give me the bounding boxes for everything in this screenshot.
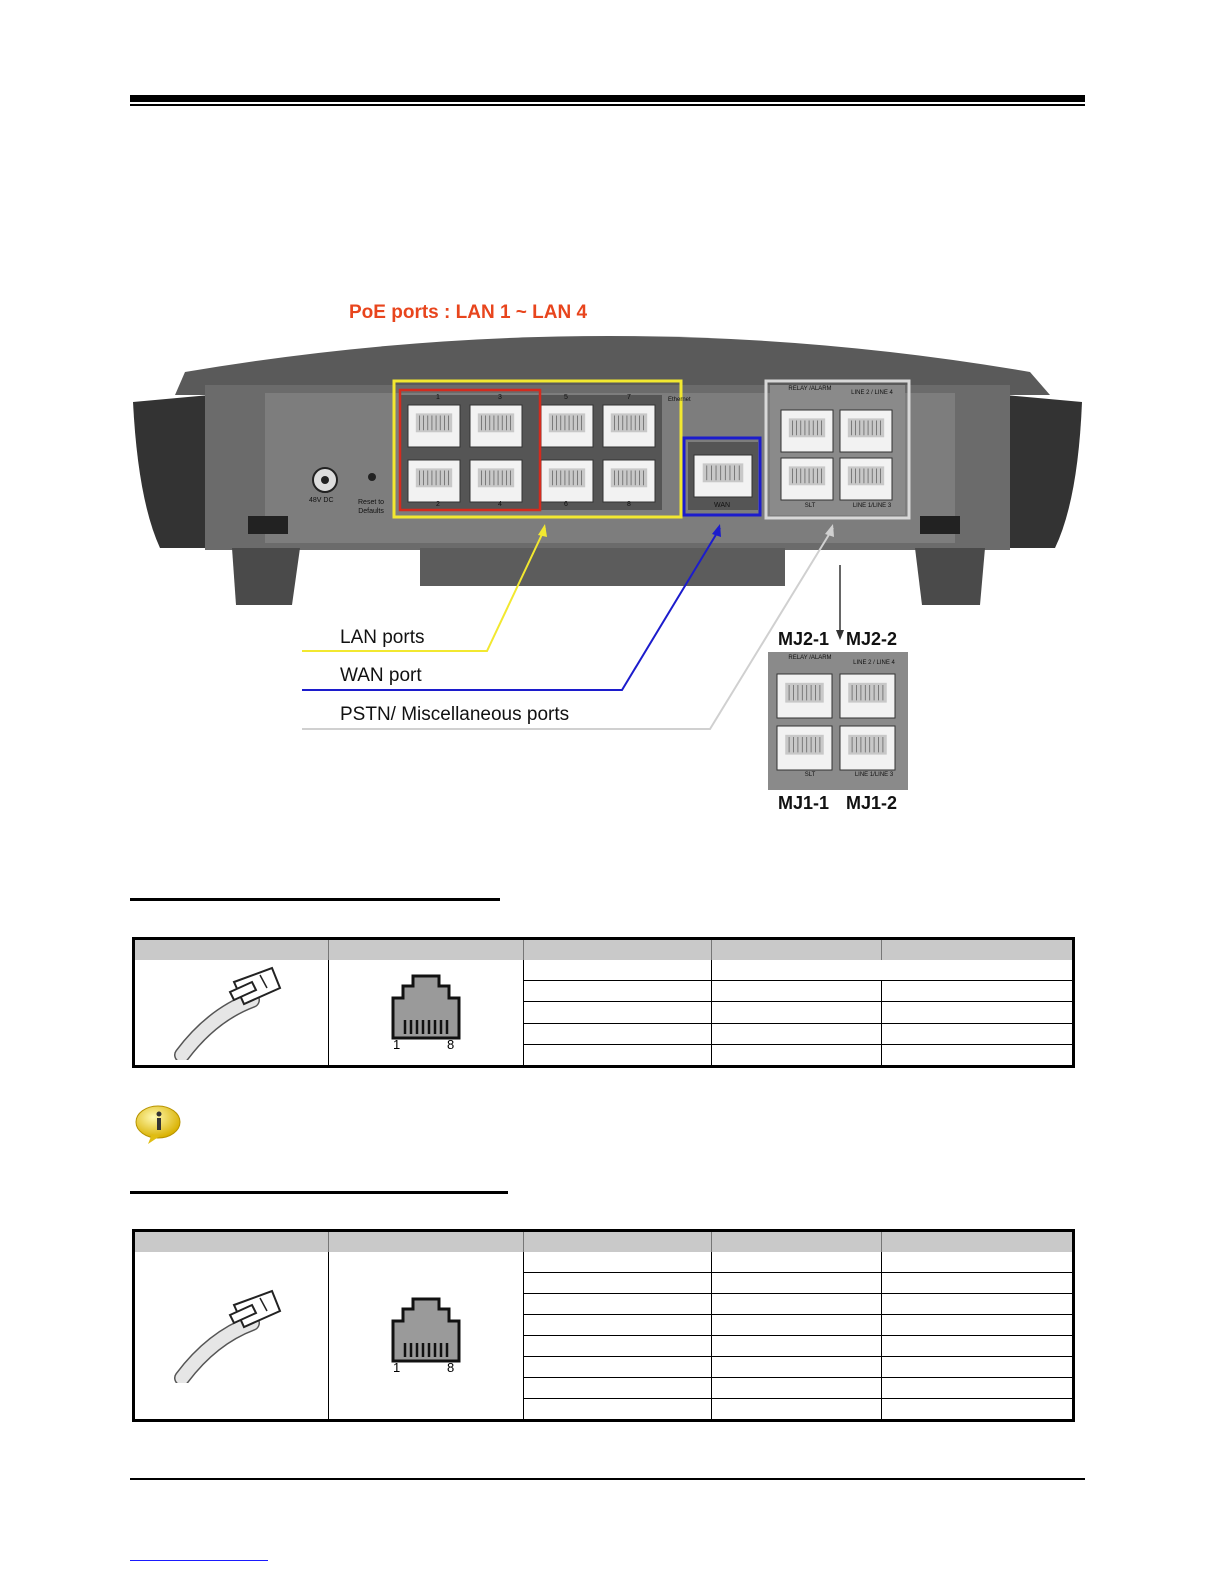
- inset-jack: [777, 726, 832, 770]
- lan-number-3: 3: [498, 394, 502, 401]
- rj45-cable-icon: [172, 1283, 292, 1383]
- lan-number-4: 4: [498, 501, 502, 508]
- lan-number-8: 8: [627, 501, 631, 508]
- right-foot: [915, 548, 985, 605]
- pstn-jack: [781, 458, 833, 500]
- table-row: [134, 1252, 1074, 1273]
- lan-jack: [541, 460, 593, 502]
- reset-button: [368, 473, 376, 481]
- connector-pin-table-2: [132, 1229, 1075, 1422]
- lan-jack: [408, 405, 460, 447]
- section-heading-underline-2: [130, 1191, 508, 1194]
- reset-label-line2: Defaults: [358, 508, 384, 515]
- pstn-label-line1-line3: LINE 1/LINE 3: [852, 503, 892, 509]
- table-cell: [712, 960, 1074, 981]
- mj2-2-label: MJ2-2: [846, 629, 898, 649]
- lan-jack: [408, 460, 460, 502]
- rj45-jack-icon: [391, 1297, 461, 1363]
- mj1-2-label: MJ1-2: [846, 793, 898, 813]
- footer-rule: [130, 1478, 1085, 1480]
- section-heading-underline-1: [130, 898, 500, 901]
- lan-number-2: 2: [436, 501, 440, 508]
- pstn-label-line2-line4: LINE 2 / LINE 4: [851, 390, 893, 396]
- lan-jack: [603, 405, 655, 447]
- table-header-row: [134, 1231, 1074, 1253]
- inset-jack: [777, 674, 832, 718]
- reset-label-line1: Reset to: [358, 499, 385, 506]
- rj45-cable-icon: [172, 960, 292, 1060]
- mj1-1-label: MJ1-1: [778, 793, 830, 813]
- pin-1-label: 1: [393, 1359, 401, 1375]
- lan-jack: [470, 405, 522, 447]
- info-icon: [134, 1104, 182, 1146]
- pstn-label-relay-alarm: RELAY /ALARM: [788, 386, 832, 392]
- pstn-jack: [781, 410, 833, 452]
- chassis-left-wing: [133, 395, 212, 548]
- pstn-jack: [840, 410, 892, 452]
- wan-label: WAN: [714, 502, 731, 509]
- bottom-stand: [420, 548, 785, 586]
- power-label: 48V DC: [309, 497, 334, 504]
- ethernet-label: Ethernet: [668, 397, 691, 403]
- inset-jack: [840, 726, 895, 770]
- lan-number-7: 7: [627, 394, 631, 401]
- lan-number-1: 1: [436, 394, 440, 401]
- table-header-row: [134, 939, 1074, 961]
- left-foot: [232, 548, 300, 605]
- pin-8-label: 8: [447, 1359, 455, 1375]
- pstn-label-slt: SLT: [804, 503, 816, 509]
- inset-label-slt: SLT: [804, 772, 816, 778]
- cable-illustration-cell: [134, 1252, 329, 1421]
- poe-ports-title: PoE ports : LAN 1 ~ LAN 4: [349, 302, 588, 323]
- left-vent: [248, 516, 288, 534]
- reset-label: [358, 498, 384, 516]
- rj45-jack-icon: [391, 974, 461, 1040]
- lan-jack: [470, 460, 522, 502]
- lan-number-6: 6: [564, 501, 568, 508]
- inset-jack: [840, 674, 895, 718]
- footer-link-underline[interactable]: [130, 1560, 268, 1561]
- jack-illustration-cell: [329, 1252, 524, 1421]
- inset-label-relay-alarm: RELAY /ALARM: [788, 655, 832, 661]
- jack-illustration-cell: [329, 960, 524, 1067]
- right-vent: [920, 516, 960, 534]
- lan-jack: [541, 405, 593, 447]
- cable-illustration-cell: [134, 960, 329, 1067]
- connector-pin-table-1: [132, 937, 1075, 1068]
- pin-8-label: 8: [447, 1036, 455, 1052]
- wan-jack: [694, 455, 752, 497]
- table-cell: [524, 960, 712, 981]
- callout-wan-port: WAN port: [340, 665, 422, 686]
- pstn-jack: [840, 458, 892, 500]
- callout-lan-ports: LAN ports: [340, 627, 425, 648]
- lan-jack: [603, 460, 655, 502]
- inset-label-line2-line4: LINE 2 / LINE 4: [853, 660, 895, 666]
- pin-1-label: 1: [393, 1036, 401, 1052]
- lan-number-5: 5: [564, 394, 568, 401]
- table-row: [134, 960, 1074, 981]
- callout-pstn-ports: PSTN/ Miscellaneous ports: [340, 704, 570, 725]
- chassis-right-wing: [1003, 395, 1082, 548]
- inset-label-line1-line3: LINE 1/LINE 3: [854, 772, 894, 778]
- mj2-1-label: MJ2-1: [778, 629, 830, 649]
